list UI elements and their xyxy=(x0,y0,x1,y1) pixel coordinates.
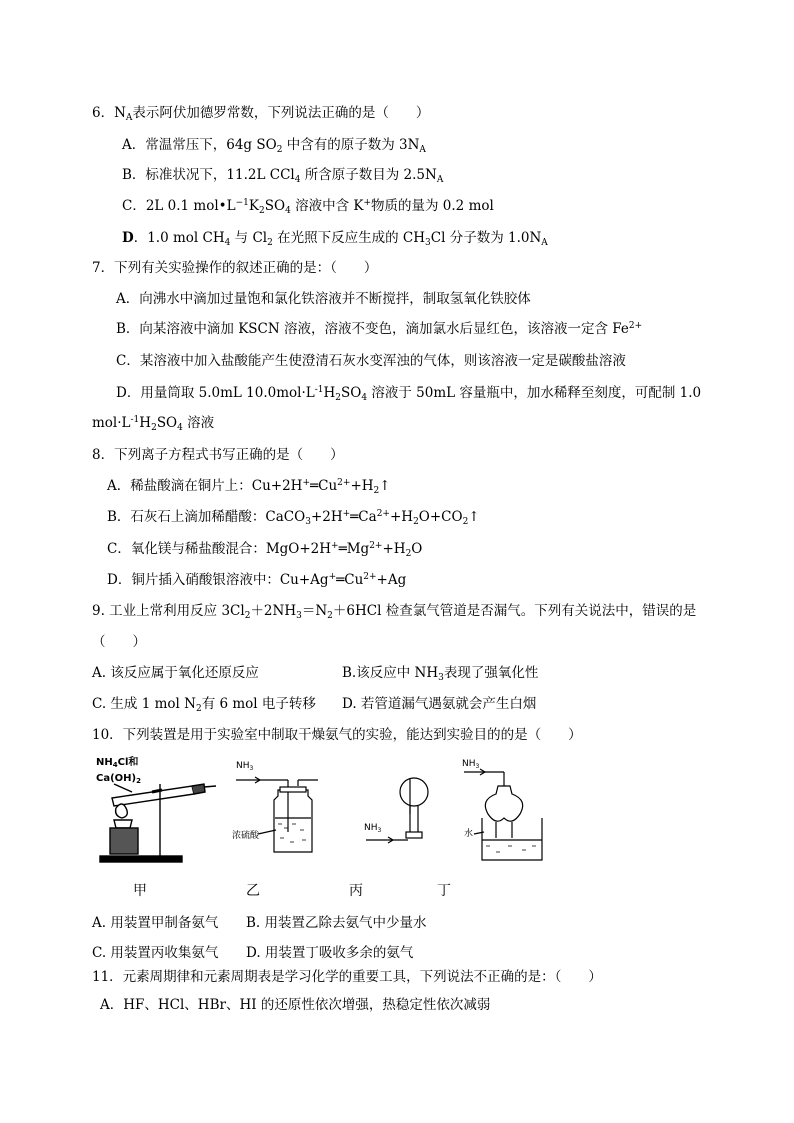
q7-option-d-line1: D．用量筒取 5.0mL $10.0mol\cdot L^{-1}H_2SO_4$ 溶液于 50mL 容量瓶中，加水稀释至刻度，可配制 1.0 xyxy=(116,385,702,403)
caption-ding: 丁 xyxy=(437,883,451,899)
q8-option-c: C．氧化镁与稀盐酸混合：$MgO+2H^+═Mg^{2+}+H_2O$ xyxy=(107,541,423,559)
label-acid: 浓硫酸 xyxy=(232,831,260,841)
caption-jia: 甲 xyxy=(133,883,147,899)
apparatus-bing xyxy=(364,778,428,843)
svg-text:NH3: $NH_3$ xyxy=(462,759,480,770)
q9-stem: 9. 工业上常利用反应 $3Cl_2+2NH_3=N_2+6HCl$ 检查氯气管道是否漏气。下列有关说法中，错误的是 xyxy=(92,603,697,621)
caption-bing: 丙 xyxy=(349,883,363,899)
q10-stem: 10．下列装置是用于实验室中制取干燥氨气的实验，能达到实验目的的是（ ） xyxy=(92,727,582,743)
apparatus-yi xyxy=(232,761,318,852)
svg-text:Ca(OH)2: $Ca(OH)_2$ xyxy=(96,773,141,785)
q7-option-d-line2: $mol\cdot L^{-1}H_2SO_4$ 溶液 xyxy=(92,415,215,433)
q6-stem: 6．$N_A$表示阿伏加德罗常数，下列说法正确的是（ ） xyxy=(92,105,430,123)
apparatus-ding xyxy=(462,759,542,860)
q7-stem: 7．下列有关实验操作的叙述正确的是：（ ） xyxy=(92,260,378,276)
q8-option-d: D．铜片插入硝酸银溶液中：$Cu+Ag^+═Cu^{2+}+Ag$ xyxy=(107,572,407,588)
q11-stem: 11．元素周期律和元素周期表是学习化学的重要工具，下列说法不正确的是：（ ） xyxy=(92,969,602,985)
q9-stem-bracket: （ ） xyxy=(92,634,146,650)
q7-option-c: C．某溶液中加入盐酸能产生使澄清石灰水变浑浊的气体，则该溶液一定是碳酸盐溶液 xyxy=(116,353,626,369)
q6-option-c: C．2L 0.1 $mol•L^{-1}K_2SO_4$ 溶液中含 K+物质的量为 0.2 mol xyxy=(122,198,494,216)
q9-option-d: D. 若管道漏气遇氨就会产生白烟 xyxy=(342,696,537,712)
apparatus-jia xyxy=(96,756,216,862)
apparatus-figure xyxy=(92,756,562,868)
q7-option-b: B．向某溶液中滴加 KSCN 溶液，溶液不变色，滴加氯水后显红色，该溶液一定含 $Fe^{2+}$ xyxy=(116,321,643,337)
caption-yi: 乙 xyxy=(246,883,260,899)
svg-text:NH3: $NH_3$ xyxy=(236,761,254,772)
q8-option-b: B．石灰石上滴加稀醋酸：$CaCO_3+2H^+═Ca^{2+}+H_2O+CO_2↑$ xyxy=(107,509,480,527)
q10-option-d: D. 用装置丁吸收多余的氨气 xyxy=(246,945,414,961)
q9-option-c: C. 生成 1 mol $N_2$有 6 mol 电子转移 xyxy=(92,696,316,714)
q8-option-a: A．稀盐酸滴在铜片上：$Cu+2H^+═Cu^{2+}+H_2↑$ xyxy=(107,478,391,496)
q6-option-b: B．标准状况下，11.2L CCl$_4$ 所含原子数目为 $2.5N_A$ xyxy=(122,167,444,185)
q6-option-d: D．1.0 mol $CH_4$ 与 $Cl_2$ 在光照下反应生成的 $CH_3Cl$ 分子数为 $1.0N_A$ xyxy=(122,230,548,248)
svg-text:NH4Cl和: $NH_4Cl$和 xyxy=(96,757,139,769)
svg-text:NH3: $NH_3$ xyxy=(364,823,382,834)
q7-option-a: A．向沸水中滴加过量饱和氯化铁溶液并不断搅拌，制取氢氧化铁胶体 xyxy=(116,291,531,307)
q11-option-a: A．HF、HCl、HBr、HI 的还原性依次增强，热稳定性依次减弱 xyxy=(100,997,491,1013)
q6-option-a: A．常温常压下，64g $SO_2$ 中含有的原子数为 $3N_A$ xyxy=(122,137,426,155)
q9-option-b: B.该反应中 $NH_3$表现了强氧化性 xyxy=(342,665,539,683)
q8-stem: 8．下列离子方程式书写正确的是（ ） xyxy=(92,447,344,463)
q10-option-a: A. 用装置甲制备氨气 xyxy=(92,915,219,931)
q10-option-b: B. 用装置乙除去氨气中少量水 xyxy=(246,915,427,931)
label-water: 水 xyxy=(464,829,474,839)
q10-option-c: C. 用装置丙收集氨气 xyxy=(92,945,219,961)
q9-option-a: A. 该反应属于氧化还原反应 xyxy=(92,665,259,681)
